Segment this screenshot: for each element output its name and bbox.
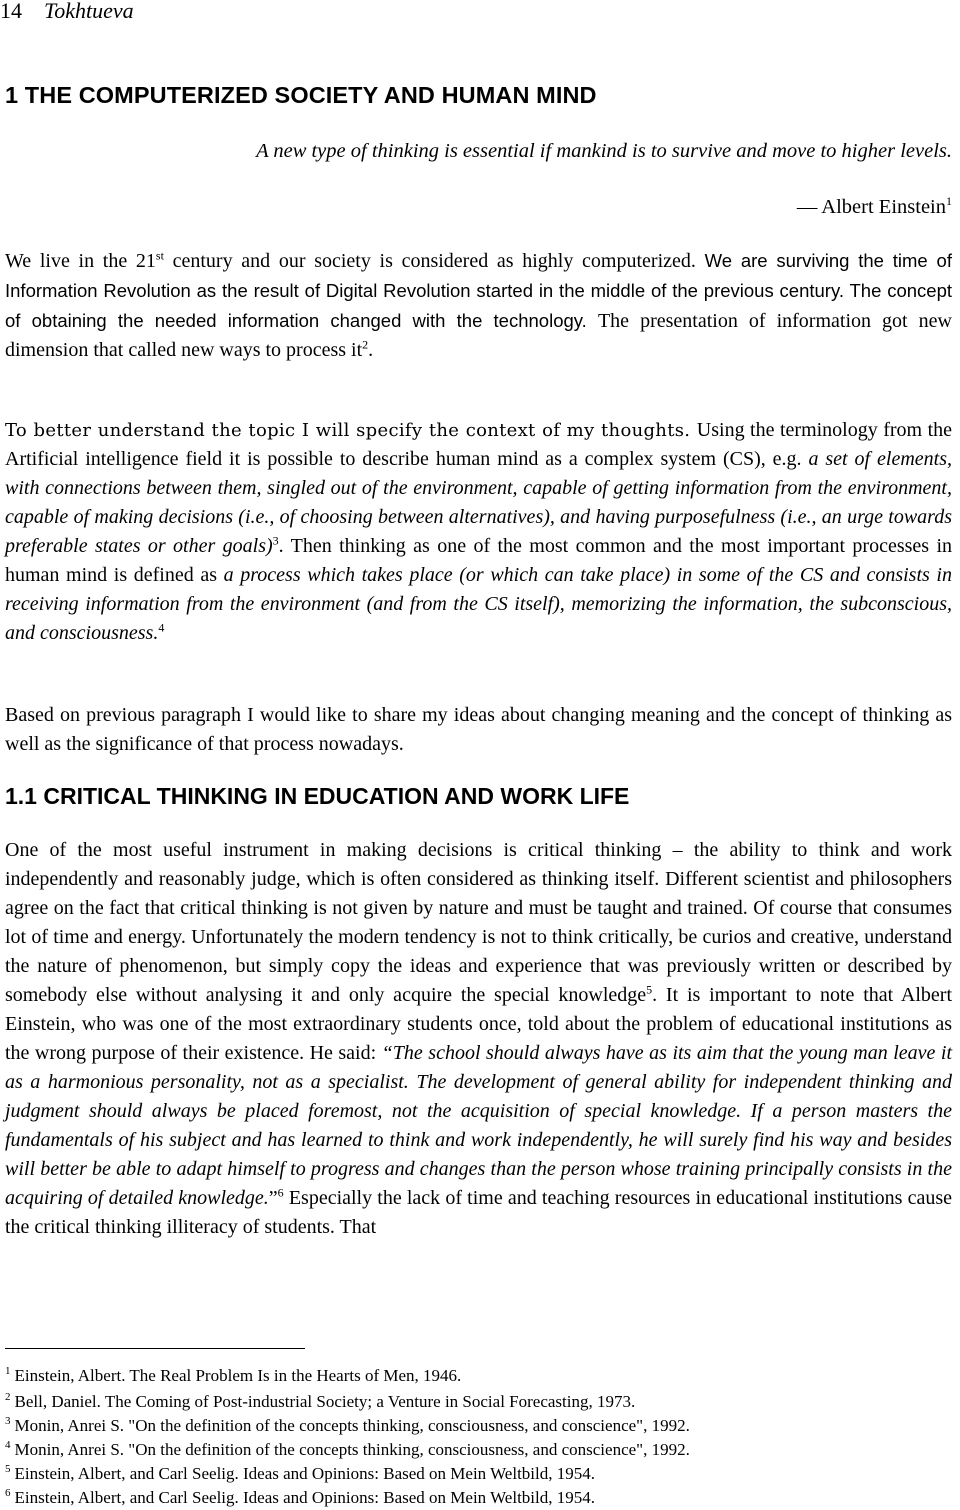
- epigraph-quote: A new type of thinking is essential if mankind is to survive and move to higher levels.: [256, 140, 952, 162]
- paragraph-text: middle of the previous century. The concept of obtaining the needed information changed with the technology.: [5, 280, 953, 331]
- footnote-text: Bell, Daniel. The Coming of Post-industrial Society; a Venture in Social Forecasting, 1973.: [14, 1392, 636, 1411]
- chapter-title: 1 THE COMPUTERIZED SOCIETY AND HUMAN MIND: [5, 82, 597, 108]
- footnote: [5, 1392, 635, 1411]
- paragraph-text: Especially the lack of time and teaching resources in educational institutions cause the critical thinking illiteracy of students. That: [5, 1187, 953, 1238]
- footnote-text: Einstein, Albert. The Real Problem Is in the Hearts of Men, 1946.: [14, 1366, 462, 1385]
- paragraph-text: We are surviving the time of Information Revolution as the result of Digital Revolution started in the: [5, 250, 952, 301]
- footnote-text: Einstein, Albert, and Carl Seelig. Ideas and Opinions: Based on Mein Weltbild, 1954.: [14, 1488, 595, 1507]
- footnote-text: Monin, Anrei S. "On the definition of the concepts thinking, consciousness, and conscience", 1992.: [14, 1416, 690, 1435]
- footnote: [5, 1366, 461, 1385]
- footnote-text: Monin, Anrei S. "On the definition of the concepts thinking, consciousness, and conscience", 1992.: [14, 1440, 690, 1459]
- paragraph-text: We live in the 21: [5, 250, 156, 272]
- footnote-ref[interactable]: 6: [277, 1185, 284, 1200]
- paragraph-context: [5, 416, 952, 648]
- paragraph-transition: Based on previous paragraph I would like to share my ideas about changing meaning and the concept of thinking as well as the significance of that process nowadays.: [5, 704, 952, 755]
- footnote-divider: [5, 1348, 305, 1349]
- paragraph-text: To better understand the topic I will specify the context of my thoughts.: [5, 420, 697, 441]
- einstein-quote: “The school should always have as its aim that the young man leave it as a harmonious personality, not as a specialist. The development of general ability for independent thinking and judgment should always be placed foremost, not the acquisition of special knowledge. If a person masters the fundamentals of his subject and has learned to think and work independently, he will surely find his way and besides will better be able to adapt himself to progress and changes than the person whose training principally consists in the acquiring of detailed knowledge.: [5, 1042, 953, 1209]
- footnote: [5, 1416, 690, 1435]
- footnote-ref[interactable]: 5: [646, 982, 653, 997]
- footnote-number: 2: [5, 1391, 11, 1404]
- running-header-author: Tokhtueva: [44, 0, 134, 23]
- paragraph-text: . It is important to note that Albert Einstein, who was one of the most extraordinary students once, told about the problem of educational institutions as the wrong purpose of their existence. He said:: [5, 984, 952, 1064]
- running-header: [0, 0, 134, 24]
- epigraph-attribution: [0, 196, 952, 219]
- ordinal-suffix: st: [155, 248, 164, 263]
- footnote: [5, 1464, 595, 1483]
- epigraph-author: — Albert Einstein: [796, 196, 946, 218]
- paragraph-text: One of the most useful instrument in making decisions is critical thinking – the ability to think and work independently and reasonably judge, which is often considered as thinking itself. Different scientist and philosophers agree on the fact that critical thinking is not given by nature and must be taught and trained. Of course that consumes lot of time and energy. Unfortunately the modern tendency is not to think critically, be curios and creative, understand the nature of phenomenon, but simply copy the ideas and experience that was previously written or described by somebody else without analysing it and only acquire the special knowledge: [5, 839, 952, 1006]
- footnote-ref[interactable]: 3: [272, 533, 279, 548]
- paragraph-critical-thinking: [5, 836, 952, 1242]
- footnote-number: 4: [5, 1439, 11, 1452]
- paragraph-intro: [5, 246, 952, 365]
- section-title: 1.1 CRITICAL THINKING IN EDUCATION AND WORK LIFE: [5, 783, 630, 809]
- page-number: 14: [0, 0, 22, 23]
- footnote-number: 5: [5, 1463, 11, 1476]
- footnote-ref[interactable]: 1: [946, 194, 952, 209]
- footnote-text: Einstein, Albert, and Carl Seelig. Ideas and Opinions: Based on Mein Weltbild, 1954.: [14, 1464, 595, 1483]
- footnote-ref[interactable]: 4: [158, 620, 165, 635]
- paragraph-text: century and our society is considered as highly computerized.: [163, 250, 705, 272]
- definition-quote: a process which takes place (or which can take place) in some of the CS and consists in receiving information from the environment (and from the CS itself), memorizing the information, the subconscious, and consciousness.: [5, 564, 952, 644]
- paragraph-text: .: [368, 339, 374, 361]
- footnote-number: 6: [5, 1487, 11, 1500]
- paragraph-text: ”: [268, 1187, 278, 1209]
- definition-quote: a set of elements, with connections between them, singled out of the environment, capable of getting information from the environment, capable of making decisions (i.e., of choosing between alternatives), and having purposefulness (i.e., an urge towards preferable states or other goals): [5, 448, 952, 557]
- paragraph-text: . Then thinking as one of the most common and the most important processes in human mind is defined as: [5, 535, 953, 586]
- paragraph-text: The presentation of information got new dimension that called new ways to process it: [5, 310, 952, 361]
- footnote: [5, 1488, 595, 1507]
- footnote-ref[interactable]: 2: [362, 337, 369, 352]
- paragraph-text: Using the terminology from the Artificial intelligence field it is possible to describe human mind as a complex system (CS), e.g.: [5, 419, 953, 470]
- footnote-number: 1: [5, 1365, 11, 1378]
- footnote: [5, 1440, 690, 1459]
- footnote-number: 3: [5, 1415, 11, 1428]
